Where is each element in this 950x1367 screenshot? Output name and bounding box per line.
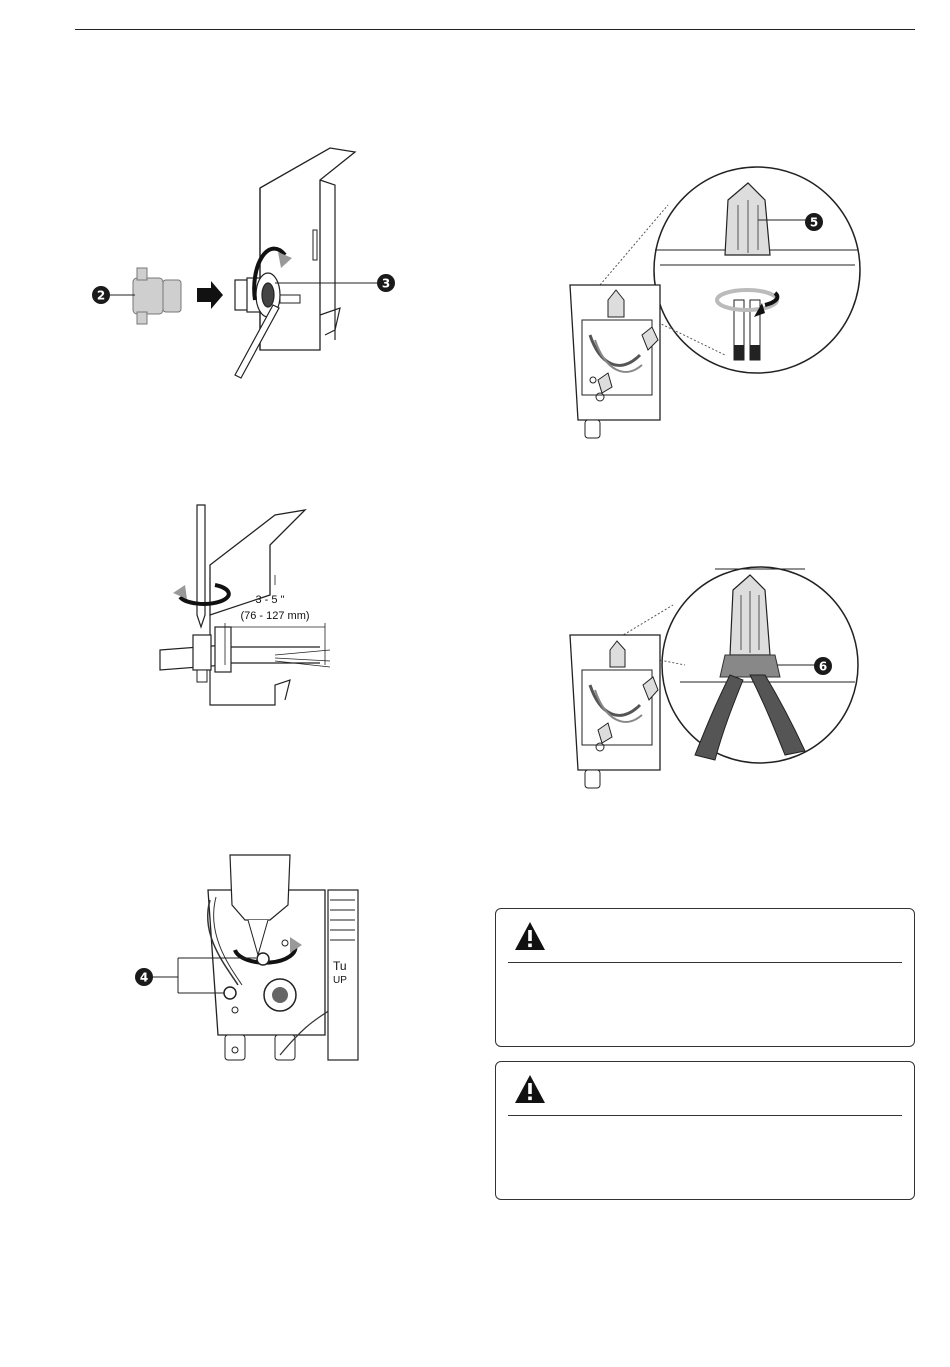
- warning-box-2: [495, 1061, 915, 1200]
- warning-triangle-icon: [514, 921, 546, 951]
- callout-5: 5: [809, 215, 819, 230]
- figure-wire-nut-tape: [565, 555, 865, 790]
- figure-cable-clamp: [155, 505, 355, 710]
- callout-3: 3: [381, 276, 391, 291]
- callout-2: 2: [96, 288, 106, 303]
- warning-divider: [508, 962, 902, 963]
- figure-bushing-install: [85, 140, 405, 380]
- box-label-2: UP: [333, 975, 347, 986]
- warning-divider: [508, 1115, 902, 1116]
- callout-4: 4: [139, 970, 149, 985]
- figure-wire-nut-twist: [560, 165, 860, 440]
- box-label-1: Tu: [333, 959, 347, 973]
- figure-ground-screws: [130, 855, 360, 1080]
- dimension-inches: 3 - 5 ": [255, 594, 285, 606]
- warning-box-1: [495, 908, 915, 1047]
- warning-triangle-icon: [514, 1074, 546, 1104]
- callout-6: 6: [818, 659, 828, 674]
- dimension-mm: (76 - 127 mm): [240, 610, 310, 622]
- header-rule: [75, 29, 915, 30]
